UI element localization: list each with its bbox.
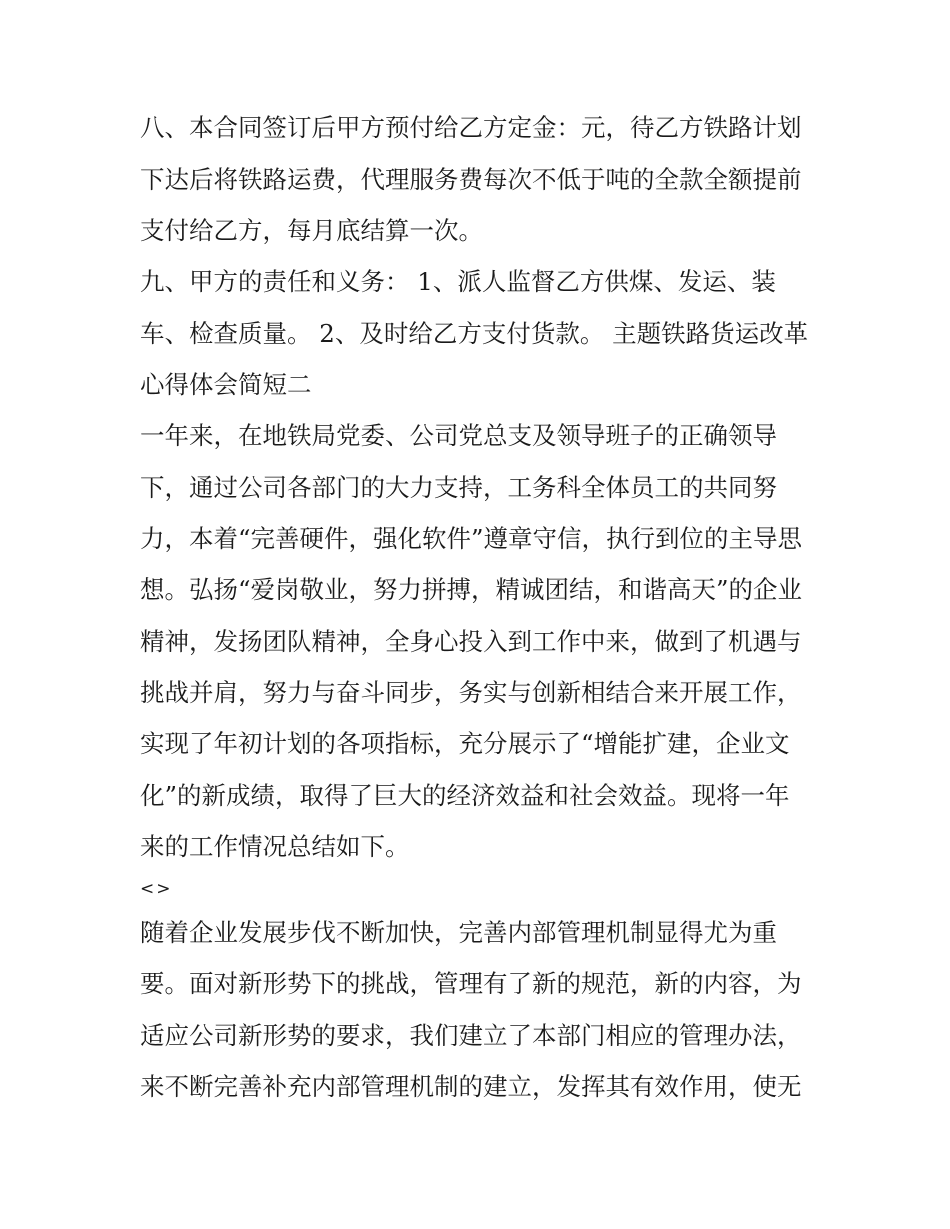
text-line: 一年来，在地铁局党委、公司党总支及领导班子的正确领导 xyxy=(140,421,777,450)
text-line: 适应公司新形势的要求，我们建立了本部门相应的管理办法， xyxy=(140,1021,802,1050)
text-line: 九、甲方的责任和义务： 1、派人监督乙方供煤、发运、装 xyxy=(140,267,776,296)
text-line: 下达后将铁路运费，代理服务费每次不低于吨的全款全额提前 xyxy=(140,165,802,194)
text-line: 来的工作情况总结如下。 xyxy=(140,832,410,861)
text-line: 实现了年初计划的各项指标，充分展示了“增能扩建，企业文 xyxy=(140,729,790,758)
text-line: 化”的新成绩，取得了巨大的经济效益和社会效益。现将一年 xyxy=(140,781,790,810)
text-line: 要。面对新形势下的挑战，管理有了新的规范，新的内容，为 xyxy=(140,969,802,998)
text-line: 来不断完善补充内部管理机制的建立，发挥其有效作用，使无 xyxy=(140,1072,802,1101)
text-line: 八、本合同签订后甲方预付给乙方定金：元，待乙方铁路计划 xyxy=(140,113,802,142)
section-heading: 心得体会简短二 xyxy=(140,370,312,399)
text-line: 随着企业发展步伐不断加快，完善内部管理机制显得尤为重 xyxy=(140,918,777,947)
text-line: 力，本着“完善硬件，强化软件”遵章守信，执行到位的主导思 xyxy=(140,524,803,553)
text-line: 想。弘扬“爱岗敬业，努力拼搏，精诚团结，和谐高天”的企业 xyxy=(140,575,803,604)
placeholder-marker: <> xyxy=(140,879,173,899)
text-line: 车、检查质量。 2、及时给乙方支付货款。 主题铁路货运改革 xyxy=(140,319,809,348)
text-line: 精神，发扬团队精神，全身心投入到工作中来，做到了机遇与 xyxy=(140,627,802,656)
text-line: 挑战并肩，努力与奋斗同步，务实与创新相结合来开展工作， xyxy=(140,678,802,707)
text-line: 下，通过公司各部门的大力支持，工务科全体员工的共同努 xyxy=(140,473,777,502)
text-line: 支付给乙方，每月底结算一次。 xyxy=(140,216,483,245)
